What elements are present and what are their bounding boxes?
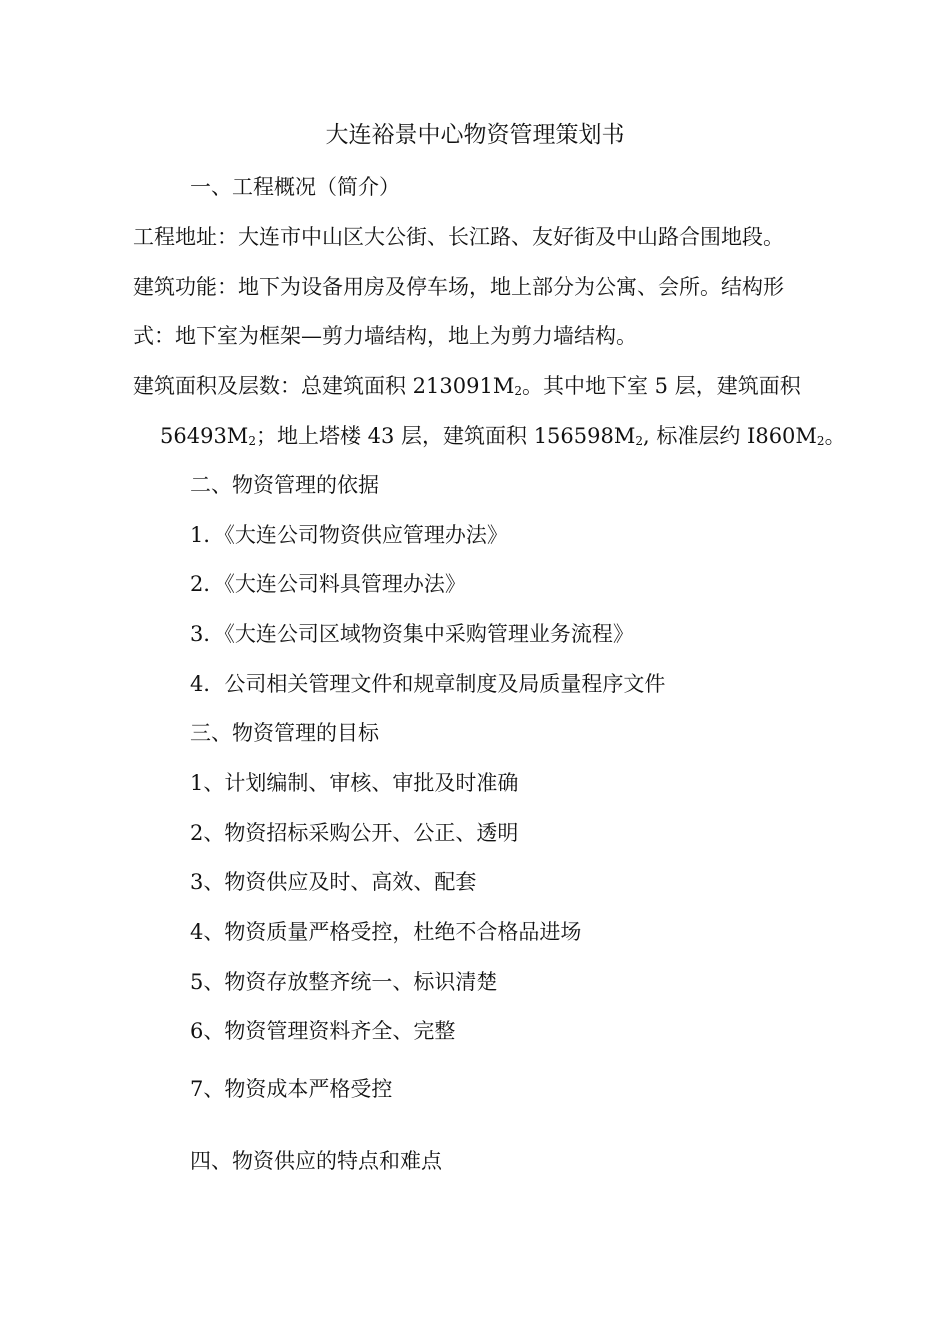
unit-superscript: 2 [514, 384, 522, 398]
goal-item: 6、物资管理资料齐全、完整 [190, 1019, 456, 1043]
goal-item: 4、物资质量严格受控，杜绝不合格品进场 [190, 920, 582, 944]
unit-superscript: 2 [248, 434, 256, 448]
area-basement-text: 。其中地下室 5 层，建筑面积 [521, 374, 801, 398]
section-4-heading: 四、物资供应的特点和难点 [190, 1149, 442, 1173]
goal-item: 2、物资招标采购公开、公正、透明 [190, 821, 519, 845]
basis-item: 2．《大连公司料具管理办法》 [190, 572, 466, 596]
area-basement-value: 56493M [160, 424, 249, 448]
area-tower-text: ；地上塔楼 43 层，建筑面积 156598M [255, 424, 636, 448]
goal-item: 5、物资存放整齐统一、标识清楚 [190, 970, 498, 994]
project-address: 工程地址：大连市中山区大公街、长江路、友好街及中山路合围地段。 [133, 225, 784, 249]
basis-item: 4．公司相关管理文件和规章制度及局质量程序文件 [190, 672, 666, 696]
area-standard-floor-text: , 标准层约 I860M [643, 424, 817, 448]
building-area-line-2 [160, 422, 846, 455]
building-function-line-2: 式：地下室为框架—剪力墙结构，地上为剪力墙结构。 [133, 324, 637, 348]
goal-item: 3、物资供应及时、高效、配套 [190, 870, 477, 894]
section-1-heading: 一、工程概况（简介） [190, 175, 400, 199]
section-2-heading: 二、物资管理的依据 [190, 473, 379, 497]
document-title: 大连裕景中心物资管理策划书 [325, 122, 625, 148]
goal-item: 7、物资成本严格受控 [190, 1077, 393, 1101]
goal-item: 1、计划编制、审核、审批及时准确 [190, 771, 519, 795]
building-area-line-1 [133, 372, 801, 405]
area-total-text: 建筑面积及层数：总建筑面积 213091M [133, 374, 515, 398]
area-end-punct: 。 [824, 424, 846, 448]
unit-superscript: 2 [635, 434, 644, 448]
basis-item: 1．《大连公司物资供应管理办法》 [190, 523, 508, 547]
section-3-heading: 三、物资管理的目标 [190, 721, 379, 745]
unit-superscript: 2 [816, 434, 825, 448]
basis-item: 3．《大连公司区域物资集中采购管理业务流程》 [190, 622, 634, 646]
building-function-line-1: 建筑功能：地下为设备用房及停车场，地上部分为公寓、会所。结构形 [133, 275, 784, 299]
